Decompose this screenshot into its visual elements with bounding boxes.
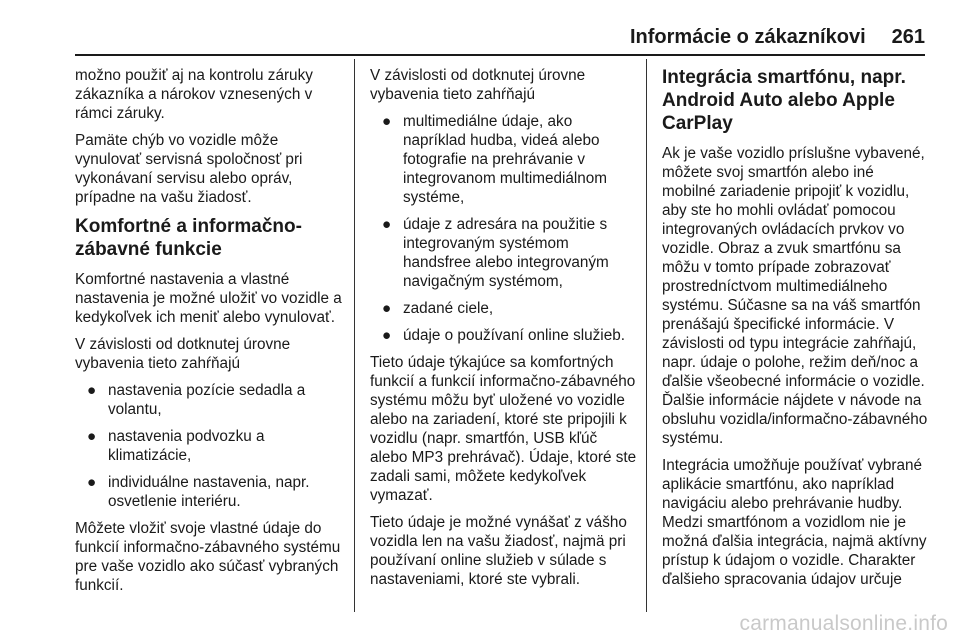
list-item-text: individuálne nastavenia, napr. osvetlenie interiéru. (108, 474, 310, 510)
list-item (370, 112, 638, 207)
bullet-list (75, 381, 347, 511)
list-item (370, 326, 638, 345)
paragraph: Tieto údaje je možné vynášať z vášho vozidla len na vašu žiadosť, najmä pri používaní online služieb v súlade s nastaveniami, ktoré ste vybrali. (370, 514, 627, 588)
list-item-text: zadané ciele, (403, 300, 494, 317)
page-title: Informácie o zákazníkovi (629, 26, 866, 48)
list-item-text: nastavenia pozície sedadla a volantu, (108, 382, 306, 418)
list-item (370, 215, 638, 291)
paragraph: Integrácia umožňuje používať vybrané aplikácie smartfónu, ako napríklad navigáciu alebo prehrávanie hudby. Medzi smartfónom a vozidlom nie je možná ďalšia integrácia, najmä aktívny prístup k údajom o vozidle. Charakter ďalšieho spracovania údajov určuje (662, 457, 927, 588)
section-heading: Integrácia smartfónu, napr. Android Auto alebo Apple CarPlay (662, 67, 906, 134)
bullet-icon: ● (382, 216, 392, 233)
bullet-icon: ● (382, 327, 392, 344)
page-header (0, 26, 925, 49)
bullet-list (370, 112, 638, 345)
list-item-text: údaje z adresára na použitie s integrovaným systémom handsfree alebo integrovaným navigačným systémom, (403, 216, 609, 290)
column-divider-2 (646, 59, 647, 612)
paragraph: Môžete vložiť svoje vlastné údaje do funkcií informačno-zábavného systému pre vaše vozidlo ako súčasť vybraných funkcií. (75, 520, 341, 594)
list-item-text: multimediálne údaje, ako napríklad hudba, videá alebo fotografie na prehrávanie v integrovanom multimediálnom systéme, (403, 113, 608, 206)
list-item (75, 381, 347, 419)
column-2 (370, 66, 638, 597)
list-item (75, 473, 347, 511)
list-item (370, 299, 638, 318)
list-item (75, 427, 347, 465)
bullet-icon: ● (87, 474, 97, 491)
list-item-text: údaje o používaní online služieb. (403, 327, 625, 344)
bullet-icon: ● (382, 300, 392, 317)
page-number: 261 (891, 26, 925, 48)
paragraph: možno použiť aj na kontrolu záruky zákazníka a nárokov vznesených v rámci záruky. (75, 67, 313, 122)
paragraph: Komfortné nastavenia a vlastné nastavenia je možné uložiť vo vozidle a kedykoľvek ich meniť alebo vynulovať. (75, 271, 342, 326)
section-heading: Komfortné a informačno-zábavné funkcie (75, 216, 302, 260)
column-divider-1 (354, 59, 355, 612)
bullet-icon: ● (382, 113, 392, 130)
column-1 (75, 66, 347, 603)
paragraph: V závislosti od dotknutej úrovne vybavenia tieto zahŕňajú (75, 336, 291, 372)
paragraph: Tieto údaje týkajúce sa komfortných funkcií a funkcií informačno-zábavného systému môžu byť uložené vo vozidle alebo na zariadení, ktoré ste pripojili k vozidlu (napr. smartfón, USB kľúč alebo MP3 prehrávač). Údaje, ktoré ste zadali sami, môžete kedykoľvek vymazať. (370, 354, 637, 504)
column-3 (662, 66, 928, 597)
paragraph: Ak je vaše vozidlo príslušne vybavené, môžete svoj smartfón alebo iné mobilné zariadenie pripojiť k vozidlu, aby ste ho mohli ovládať pomocou integrovaných ovládacích prvkov vo vozidle. Obraz a zvuk smartfónu sa môžu v tomto prípade zobrazovať prostredníctvom multimediálneho systému. Súčasne sa na váš smartfón prenášajú špecifické informácie. V závislosti od typu integrácie zahŕňajú, napr. údaje o polohe, režim deň/noc a ďalšie všeobecné informácie o vozidle. Ďalšie informácie nájdete v návode na obsluhu vozidla/informačno-zábavného systému. (662, 145, 928, 447)
paragraph: V závislosti od dotknutej úrovne vybavenia tieto zahŕňajú (370, 67, 586, 103)
header-rule (75, 54, 925, 56)
bullet-icon: ● (87, 428, 97, 445)
bullet-icon: ● (87, 382, 97, 399)
paragraph: Pamäte chýb vo vozidle môže vynulovať servisná spoločnosť pri vykonávaní servisu alebo opráv, prípadne na vašu žiadosť. (75, 132, 303, 206)
list-item-text: nastavenia podvozku a klimatizácie, (108, 428, 265, 464)
watermark: carmanualsonline.info (739, 612, 948, 635)
